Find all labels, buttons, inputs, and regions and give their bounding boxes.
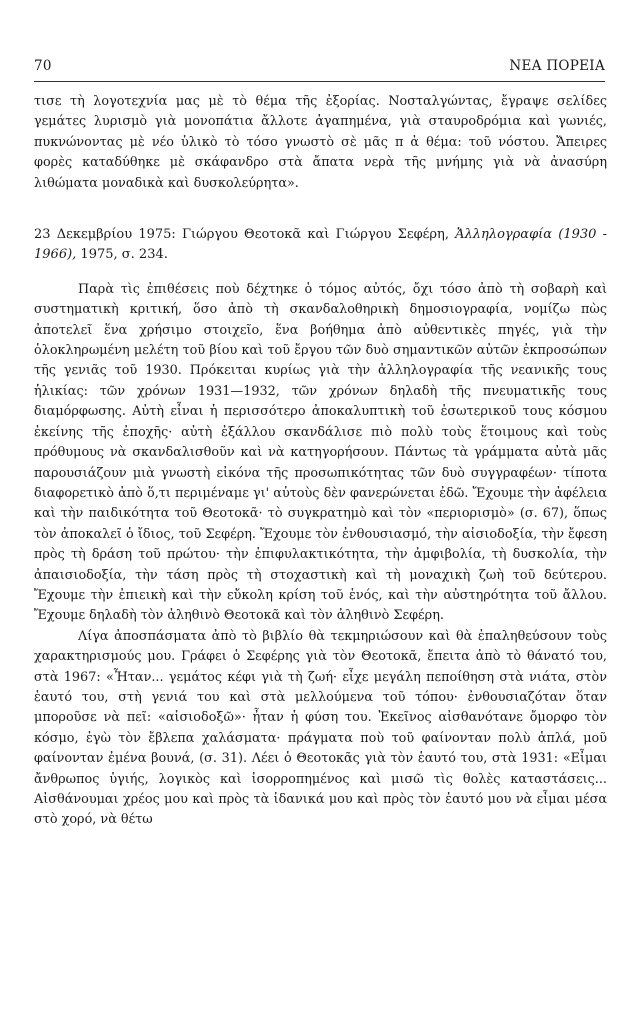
running-header <box>34 58 605 80</box>
review-paragraph-2: Λίγα ἀποσπάσματα ἀπὸ τὸ βιβλίο θὰ τεκμηριώσουν καὶ θὰ ἐπαληθεύσουν τοὺς χαρακτηρισμούς μου. Γράφει ὁ Σεφέρης γιὰ τὸν Θεοτοκᾶ, ἔπειτα ἀπὸ τὸ θάνατό του, στὰ 1967: «Ἦταν... γεμάτος κέφι γιὰ τὴ ζωή· εἶχε μεγάλη πεποίθηση στὰ νιάτα, στὸν ἑαυτό του, στὴ γενιά του καὶ στὰ μελλούμενα τοῦ τόπου· ἐνθουσιαζόταν ὅταν μποροῦσε νὰ πεῖ: «αἰσιοδοξῶ»· ἦταν ἡ φύση του. Ἐκεῖνος αἰσθανότανε ὄμορφο τὸν κόσμο, ἐγὼ τὸν ἔβλεπα χαλάσματα· πράγματα ποὺ τοῦ φαίνονταν πολὺ ἁπλά, μοῦ φαίνονταν ἐμένα βουνά, (σ. 31). Λέει ὁ Θεοτοκᾶς γιὰ τὸν ἑαυτό του, στὰ 1931: «Εἶμαι ἄνθρωπος ὑγιής, λογικὸς καὶ ἰσορροπημένος καὶ μισῶ τὶς θολὲς καταστάσεις... Αἰσθάνουμαι χρέος μου καὶ πρὸς τὰ ἰδανικά μου καὶ πρὸς τὸν ἑαυτό μου νὰ εἶμαι μέσα στὸ χορό, νὰ θέτω <box>34 628 607 828</box>
citation-entry <box>34 225 607 266</box>
page-body <box>34 92 607 831</box>
header-rule <box>34 81 605 82</box>
journal-title: ΝΕΑ ΠΟΡΕΙΑ <box>509 58 605 74</box>
citation-prefix: 23 Δεκεμβρίου 1975: Γιώργου Θεοτοκᾶ καὶ Γιώργου Σεφέρη, <box>34 227 456 243</box>
citation-suffix: 1975, σ. 234. <box>76 247 168 263</box>
continued-paragraph: τισε τὴ λογοτεχνία μας μὲ τὸ θέμα τῆς ἐξορίας. Νοσταλγώντας, ἔγραψε σελίδες γεμάτες λυρισμὸ γιὰ μονοπάτια ἄλλοτε ἀγαπημένα, γιὰ σταυροδρόμια καὶ γωνιές, πυκνώνοντας μὲ νέο ὑλικὸ τὸ τόσο γνωστὸ σὲ μᾶς π ἀ θέμα: τοῦ νόστου. Ἄπειρες φορὲς καταδύθηκε μὲ σκάφανδρο στὰ ἄπατα νερὰ τῆς μνήμης γιὰ νὰ ἀνασύρη λιθώματα μοναδικὰ καὶ δυσκολεύρητα». <box>34 94 607 191</box>
citation-book-title: Ἀλληλογραφία (1930 - 1966), <box>34 227 607 263</box>
page-number: 70 <box>34 58 52 74</box>
review-paragraph-1: Παρὰ τὶς ἐπιθέσεις ποὺ δέχτηκε ὁ τόμος αὐτός, ὄχι τόσο ἀπὸ τὴ σοβαρὴ καὶ συστηματικὴ κριτική, ὅσο ἀπὸ τὴ σκανδαλοθηρικὴ δημοσιογραφία, νομίζω πὼς ἀποτελεῖ ἕνα χρήσιμο στοιχεῖο, ἕνα βοήθημα ἀπὸ αὐθεντικὲς πηγές, γιὰ τὴν ὁλοκληρωμένη μελέτη τοῦ βίου καὶ τοῦ ἔργου τῶν δυὸ σημαντικῶν αὐτῶν ἐκπροσώπων τῆς γενιᾶς τοῦ 1930. Πρόκειται κυρίως γιὰ τὴν ἀλληλογραφία τῆς νεανικῆς τους ἡλικίας: τῶν χρόνων 1931—1932, τῶν χρόνων δηλαδὴ τῆς πνευματικῆς τους διαμόρφωσης. Αὐτὴ εἶναι ἡ περισσότερο ἀποκαλυπτικὴ τοῦ ἐσωτερικοῦ τους κόσμου ἐκείνης τῆς ἐποχῆς· αὐτὴ ἐξάλλου σκανδάλισε πιὸ πολὺ τοὺς ἕτοιμους καὶ τοὺς πρόθυμους νὰ σκανδαλισθοῦν καὶ νὰ κατηγορήσουν. Πάντως τὰ γράμματα αὐτὰ μᾶς παρουσιάζουν μιὰ γνωστὴ εἰκόνα τῆς προσωπικότητας τῶν δυὸ συγγραφέων· τίποτα διαφορετικὸ ἀπὸ ὅ,τι περιμέναμε γι' αὐτοὺς δὲν φανερώνεται ἐδῶ. Ἔχουμε τὴν ἀφέλεια καὶ τὴν παιδικότητα τοῦ Θεοτοκᾶ· τὸ συγκρατημὸ καὶ τὸν «περιορισμὸ» (σ. 67), ὅπως τὸν ἀποκαλεῖ ὁ ἴδιος, τοῦ Σεφέρη. Ἔχουμε τὸν ἐνθουσιασμό, τὴν αἰσιοδοξία, τὴν ἔφεση πρὸς τὴ δράση τοῦ πρώτου· τὴν ἐπιφυλακτικότητα, τὴν ἀμφιβολία, τὴ δυσκολία, τὴν ἀπαισιοδοξία, τὴν τάση πρὸς τὴ στοχαστικὴ καὶ τὴ μοναχικὴ ζωὴ τοῦ δεύτερου. Ἔχουμε τὴν ἐπιεικὴ καὶ τὴν εὔκολη κρίση τοῦ ἑνός, καὶ τὴν αὐστηρότητα τοῦ ἄλλου. Ἔχουμε δηλαδὴ τὸν ἀληθινὸ Θεοτοκᾶ καὶ τὸν ἀληθινὸ Σεφέρη. <box>34 281 607 624</box>
